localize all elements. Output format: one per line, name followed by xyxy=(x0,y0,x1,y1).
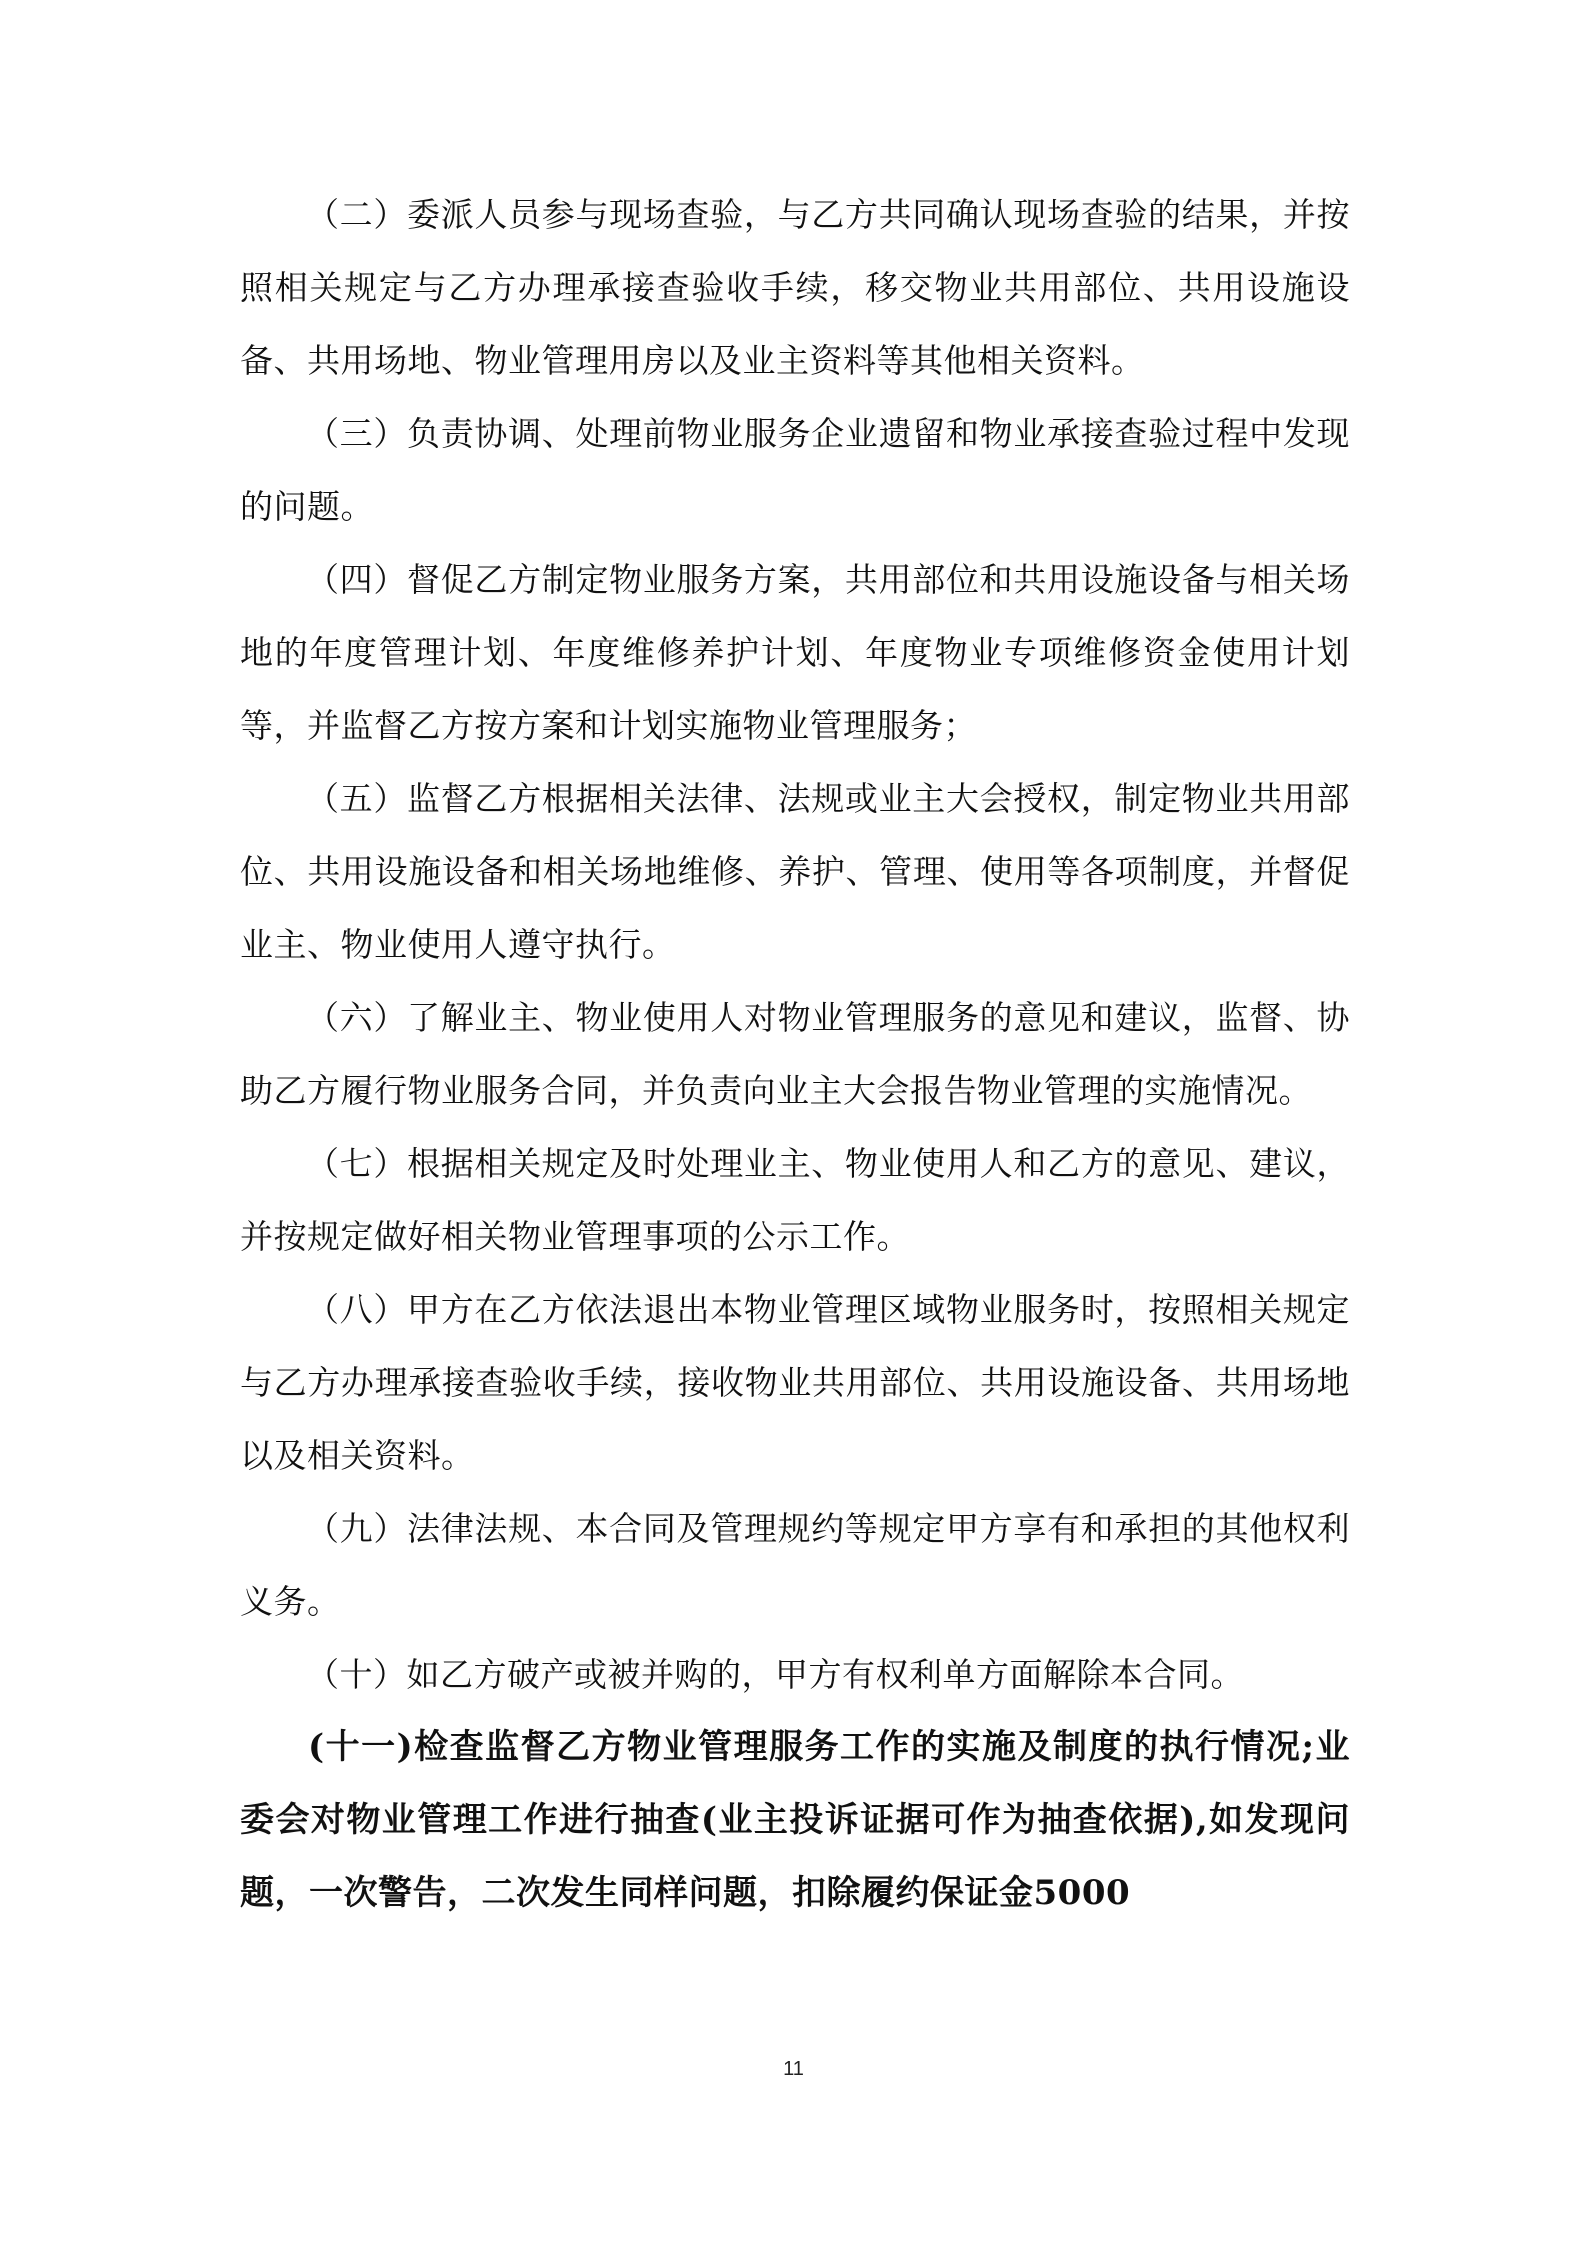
paragraph-11: (十一)检查监督乙方物业管理服务工作的实施及制度的执行情况;业委会对物业管理工作进行抽查(业主投诉证据可作为抽查依据),如发现问题，一次警告，二次发生同样问题，扣除履约保证金5000 xyxy=(240,1727,1350,1913)
paragraph-7: （七）根据相关规定及时处理业主、物业使用人和乙方的意见、建议，并按规定做好相关物业管理事项的公示工作。 xyxy=(240,1144,1350,1256)
paragraph-10: （十）如乙方破产或被并购的，甲方有权利单方面解除本合同。 xyxy=(306,1655,1244,1694)
paragraph-2: （二）委派人员参与现场查验，与乙方共同确认现场查验的结果，并按照相关规定与乙方办理承接查验收手续，移交物业共用部位、共用设施设备、共用场地、物业管理用房以及业主资料等其他相关资料。 xyxy=(240,195,1350,380)
paragraph-3: （三）负责协调、处理前物业服务企业遗留和物业承接查验过程中发现的问题。 xyxy=(240,414,1350,526)
paragraph-5: （五）监督乙方根据相关法律、法规或业主大会授权，制定物业共用部位、共用设施设备和相关场地维修、养护、管理、使用等各项制度，并督促业主、物业使用人遵守执行。 xyxy=(240,779,1350,964)
paragraph-6: （六）了解业主、物业使用人对物业管理服务的意见和建议，监督、协助乙方履行物业服务合同，并负责向业主大会报告物业管理的实施情况。 xyxy=(240,998,1350,1110)
paragraph-9: （九）法律法规、本合同及管理规约等规定甲方享有和承担的其他权利义务。 xyxy=(240,1509,1350,1621)
paragraph-4: （四）督促乙方制定物业服务方案，共用部位和共用设施设备与相关场地的年度管理计划、年度维修养护计划、年度物业专项维修资金使用计划等，并监督乙方按方案和计划实施物业管理服务； xyxy=(240,560,1350,745)
document-body xyxy=(240,178,1350,1930)
paragraph-8: （八）甲方在乙方依法退出本物业管理区域物业服务时，按照相关规定与乙方办理承接查验收手续，接收物业共用部位、共用设施设备、共用场地以及相关资料。 xyxy=(240,1290,1350,1475)
page-number: 11 xyxy=(783,2058,804,2080)
